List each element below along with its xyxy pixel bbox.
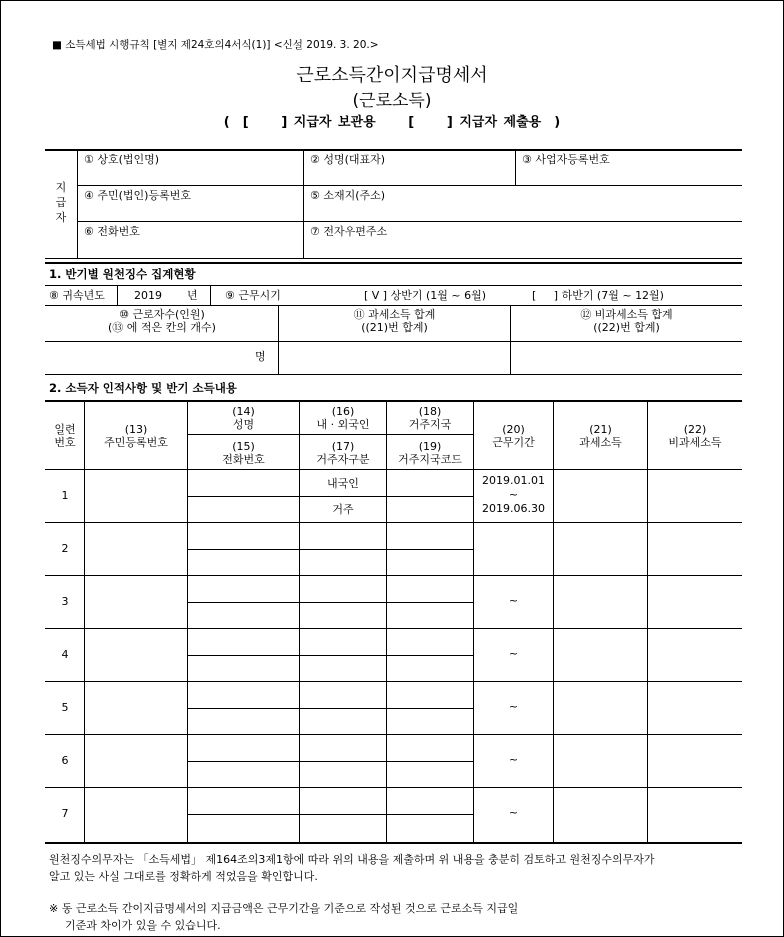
- table-bottom-border: [45, 842, 742, 844]
- resident-id-cell[interactable]: [85, 629, 187, 681]
- residency-cell[interactable]: 거주: [332, 503, 354, 516]
- nontaxable-income-cell[interactable]: [648, 470, 742, 522]
- confirmation-line2: 알고 있는 사실 그대로를 정확하게 적었음을 확인합니다.: [49, 870, 318, 883]
- residence-country-code-cell[interactable]: [387, 656, 473, 682]
- residence-country-code-cell[interactable]: [387, 762, 473, 788]
- taxable-total-header: [279, 308, 510, 334]
- work-period-start: [474, 527, 553, 541]
- work-period-start: [474, 739, 553, 753]
- row-serial-number: 1: [61, 489, 69, 502]
- phone-cell[interactable]: [188, 762, 299, 788]
- header-15-label: 전화번호: [222, 453, 265, 466]
- header-19: [387, 440, 473, 466]
- work-period-tilde: [474, 541, 553, 555]
- taxable-income-cell[interactable]: [554, 682, 647, 734]
- year-value[interactable]: 2019: [134, 289, 162, 302]
- nontaxable-income-cell[interactable]: [648, 682, 742, 734]
- resident-id-cell[interactable]: [85, 523, 187, 575]
- nontaxable-income-cell[interactable]: [648, 576, 742, 628]
- header-13-num: (13): [124, 423, 148, 436]
- header-17-label: 거주자구분: [316, 453, 370, 466]
- work-period-tilde: ~: [508, 700, 519, 713]
- work-period-tilde: ~: [508, 753, 519, 766]
- period-label: ⑨ 근무시기: [225, 289, 281, 302]
- nontaxable-income-cell[interactable]: [648, 735, 742, 787]
- header-18: [387, 405, 473, 431]
- header-19-num: (19): [418, 440, 442, 453]
- form-title: 근로소득간이지급명세서: [296, 65, 488, 86]
- work-period-start: 2019.01.01: [482, 474, 545, 487]
- header-15: [188, 440, 299, 466]
- residence-country-code-cell[interactable]: [387, 709, 473, 735]
- header-17-num: (17): [331, 440, 355, 453]
- residence-country-code-cell[interactable]: [387, 497, 473, 523]
- section1-line-3: [45, 341, 742, 342]
- second-half-checkbox[interactable]: [ ] 하반기 (7월 ~ 12월): [532, 289, 664, 302]
- work-period-cell[interactable]: [474, 739, 553, 781]
- name-cell[interactable]: [188, 629, 299, 655]
- payer-side-char-2: 급: [55, 196, 67, 209]
- phone-cell[interactable]: [188, 497, 299, 523]
- nationality-cell[interactable]: 내국인: [327, 477, 359, 490]
- header-13: [85, 423, 187, 449]
- work-period-end: [474, 767, 553, 781]
- header-22: [648, 423, 742, 449]
- payer-col-divider-2: [515, 150, 516, 186]
- header-22-num: (22): [683, 423, 707, 436]
- section1-top-border: [45, 262, 742, 264]
- residence-country-cell[interactable]: [387, 682, 473, 708]
- residence-country-code-cell[interactable]: [387, 550, 473, 576]
- work-period-end: [474, 714, 553, 728]
- payer-side-divider: [77, 150, 78, 258]
- name-cell[interactable]: [188, 470, 299, 496]
- payer-side-char-1: 지: [55, 181, 67, 194]
- header-21-num: (21): [589, 423, 612, 436]
- work-period-cell[interactable]: [474, 633, 553, 675]
- header-20: [474, 423, 553, 449]
- worker-count-header-line1: ⑩ 근로자수(인원): [119, 308, 205, 321]
- work-period-end: [474, 661, 553, 675]
- taxable-income-cell[interactable]: [554, 576, 647, 628]
- business-name-field[interactable]: ① 상호(법인명): [84, 153, 160, 166]
- nontaxable-income-cell[interactable]: [648, 788, 742, 840]
- work-period-start: [474, 633, 553, 647]
- confirmation-text: [49, 851, 655, 885]
- resident-id-cell[interactable]: [85, 576, 187, 628]
- header-16-label: 내 · 외국인: [316, 418, 370, 431]
- work-period-tilde: ~: [508, 594, 519, 607]
- taxable-income-cell[interactable]: [554, 470, 647, 522]
- phone-cell[interactable]: [188, 656, 299, 682]
- payer-bottom-border: [45, 258, 742, 259]
- name-cell[interactable]: [188, 682, 299, 708]
- representative-field[interactable]: ② 성명(대표자): [310, 153, 386, 166]
- nontaxable-total-header-line1: ⑫ 비과세소득 합계: [580, 308, 673, 321]
- header-16-num: (16): [331, 405, 355, 418]
- payer-divider-1: [77, 185, 742, 186]
- header-split-line: [187, 434, 473, 435]
- phone-cell[interactable]: [188, 709, 299, 735]
- row-serial-number: 2: [61, 542, 69, 555]
- residence-country-cell[interactable]: [387, 629, 473, 655]
- work-period-cell[interactable]: [474, 580, 553, 622]
- work-period-cell[interactable]: [474, 474, 553, 516]
- taxable-income-cell[interactable]: [554, 629, 647, 681]
- worker-count-header-line2: (⑬ 에 적은 칸의 개수): [108, 321, 216, 334]
- email-field[interactable]: ⑦ 전자우편주소: [310, 225, 388, 238]
- year-label-divider: [117, 286, 118, 305]
- work-period-end: 2019.06.30: [482, 502, 545, 515]
- business-reg-no-field[interactable]: ③ 사업자등록번호: [522, 153, 610, 166]
- resident-id-cell[interactable]: [85, 682, 187, 734]
- phone-field[interactable]: ⑥ 전화번호: [84, 225, 140, 238]
- resident-id-cell[interactable]: [85, 788, 187, 840]
- row-serial-number: 6: [61, 754, 69, 767]
- work-period-tilde: ~: [508, 488, 519, 501]
- header-21-label: 과세소득: [579, 436, 622, 449]
- row-serial-number: 4: [61, 648, 69, 661]
- residence-country-code-cell[interactable]: [387, 815, 473, 841]
- confirmation-line1: 원천징수의무자는 「소득세법」 제164조의3제1항에 따라 위의 내용을 제출하며 위 내용을 충분히 검토하고 원천징수의무자가: [49, 853, 655, 866]
- header-serial-line2: 번호: [54, 436, 76, 449]
- row-serial-number: 5: [61, 701, 69, 714]
- name-cell[interactable]: [188, 735, 299, 761]
- taxable-income-cell[interactable]: [554, 788, 647, 840]
- payer-side-label: [46, 181, 76, 224]
- header-14-num: (14): [232, 405, 255, 418]
- worker-count-header: [46, 308, 278, 334]
- residence-country-cell[interactable]: [387, 788, 473, 814]
- work-period-tilde: ~: [508, 806, 519, 819]
- header-18-num: (18): [418, 405, 442, 418]
- header-18-label: 거주지국: [408, 418, 452, 431]
- header-15-num: (15): [232, 440, 255, 453]
- section1-line-1: [45, 285, 742, 286]
- work-period-start: [474, 580, 553, 594]
- footnote: [49, 900, 518, 934]
- residence-country-cell[interactable]: [387, 735, 473, 761]
- form-header-note: ■ 소득세법 시행규칙 [별지 제24호의4서식(1)] <신설 2019. 3. 20.>: [52, 39, 379, 51]
- payer-divider-2: [77, 221, 742, 222]
- work-period-cell[interactable]: [474, 527, 553, 569]
- payer-col-divider-1: [303, 150, 304, 258]
- form-subtitle: (근로소득): [352, 91, 432, 111]
- section1-line-2: [45, 305, 742, 306]
- name-cell[interactable]: [188, 576, 299, 602]
- row-serial-number: 3: [61, 595, 69, 608]
- header-16: [300, 405, 386, 431]
- residence-country-code-cell[interactable]: [387, 603, 473, 629]
- section1-bottom-border: [45, 374, 742, 375]
- nontaxable-total-header-line2: ((22)번 합계): [593, 321, 660, 334]
- work-period-end: [474, 820, 553, 834]
- phone-cell[interactable]: [188, 603, 299, 629]
- payer-top-border: [45, 149, 742, 151]
- residence-country-cell[interactable]: [387, 523, 473, 549]
- footnote-line2: 기준과 차이가 있을 수 있습니다.: [65, 919, 221, 932]
- work-period-start: [474, 686, 553, 700]
- corp-reg-no-field[interactable]: ④ 주민(법인)등록번호: [84, 189, 191, 202]
- header-20-label: 근무기간: [492, 436, 535, 449]
- worker-count-unit: 명: [255, 350, 266, 363]
- nontaxable-total-header: [511, 308, 742, 334]
- footnote-line1: ※ 동 근로소득 간이지급명세서의 지급금액은 근무기간을 기준으로 작성된 것으로 근로소득 지급일: [49, 902, 519, 915]
- taxable-income-cell[interactable]: [554, 523, 647, 575]
- header-21: [554, 423, 647, 449]
- name-cell[interactable]: [188, 523, 299, 549]
- header-14-label: 성명: [232, 418, 255, 431]
- header-17: [300, 440, 386, 466]
- work-period-start: [474, 792, 553, 806]
- copy-type-selector[interactable]: ( [ ] 지급자 보관용 [ ] 지급자 제출용 ): [223, 115, 561, 130]
- work-period-tilde: ~: [508, 647, 519, 660]
- taxable-total-header-line1: ⑪ 과세소득 합계: [353, 308, 436, 321]
- address-field[interactable]: ⑤ 소재지(주소): [310, 189, 386, 202]
- name-cell[interactable]: [188, 788, 299, 814]
- header-serial: [46, 423, 84, 449]
- row-serial-number: 7: [61, 807, 69, 820]
- work-period-cell[interactable]: [474, 686, 553, 728]
- phone-cell[interactable]: [188, 815, 299, 841]
- header-14: [188, 405, 299, 431]
- header-22-label: 비과세소득: [668, 436, 722, 449]
- taxable-income-cell[interactable]: [554, 735, 647, 787]
- taxable-total-header-line2: ((21)번 합계): [361, 321, 428, 334]
- residence-country-cell[interactable]: [387, 576, 473, 602]
- work-period-cell[interactable]: [474, 792, 553, 834]
- year-value-divider: [210, 286, 211, 305]
- nontaxable-income-cell[interactable]: [648, 629, 742, 681]
- resident-id-cell[interactable]: [85, 735, 187, 787]
- header-20-num: (20): [502, 423, 525, 436]
- header-serial-line1: 일련: [54, 423, 76, 436]
- phone-cell[interactable]: [188, 550, 299, 576]
- work-period-end: [474, 555, 553, 569]
- first-half-checkbox[interactable]: [ V ] 상반기 (1월 ~ 6월): [364, 289, 487, 302]
- payer-side-char-3: 자: [55, 211, 67, 224]
- section2-title: 2. 소득자 인적사항 및 반기 소득내용: [49, 381, 237, 395]
- work-period-end: [474, 608, 553, 622]
- residence-country-cell[interactable]: [387, 470, 473, 496]
- year-label: ⑧ 귀속년도: [49, 289, 105, 302]
- section2-top-border: [45, 400, 742, 402]
- header-19-label: 거주지국코드: [398, 453, 462, 466]
- section1-title: 1. 반기별 원천징수 집계현황: [49, 267, 196, 281]
- header-13-label: 주민등록번호: [104, 436, 168, 449]
- year-unit: 년: [187, 289, 198, 302]
- nontaxable-income-cell[interactable]: [648, 523, 742, 575]
- resident-id-cell[interactable]: [85, 470, 187, 522]
- col-divider-14: [299, 401, 300, 843]
